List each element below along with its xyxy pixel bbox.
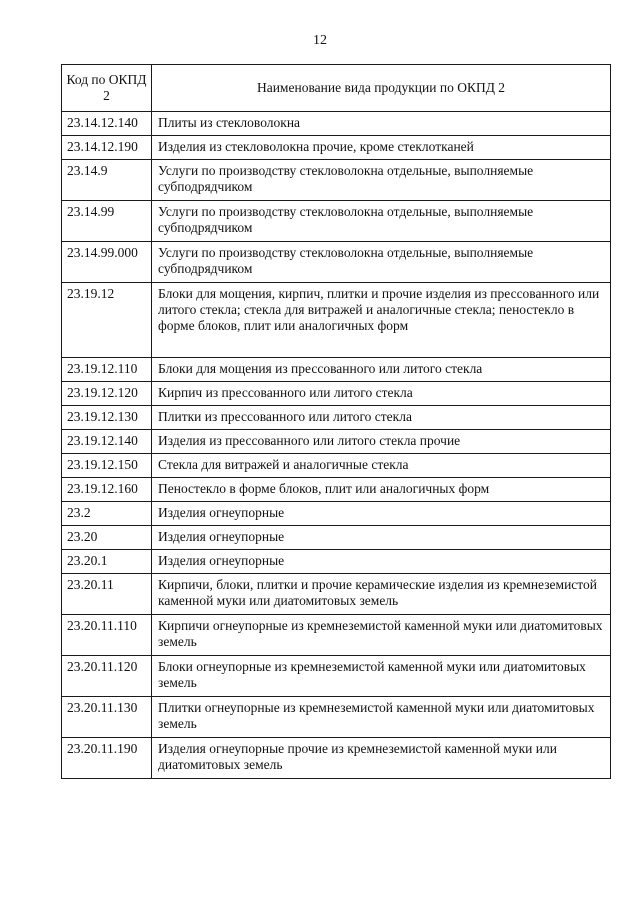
- table-row: [62, 502, 611, 526]
- row-name: Плиты из стекловолокна: [152, 112, 611, 136]
- row-name: Стекла для витражей и аналогичные стекла: [152, 454, 611, 478]
- table-row: [62, 358, 611, 382]
- row-code: 23.20.11.110: [62, 615, 152, 656]
- table-row: [62, 478, 611, 502]
- header-code: Код по ОКПД 2: [62, 65, 152, 112]
- row-code: 23.19.12.130: [62, 406, 152, 430]
- row-code: 23.14.12.140: [62, 112, 152, 136]
- table-row: [62, 112, 611, 136]
- row-code: 23.14.99: [62, 201, 152, 242]
- row-name: Блоки для мощения из прессованного или литого стекла: [152, 358, 611, 382]
- row-name: Изделия из стекловолокна прочие, кроме стеклотканей: [152, 136, 611, 160]
- row-code: 23.14.99.000: [62, 242, 152, 283]
- table-row: [62, 136, 611, 160]
- okpd-product-table: [61, 64, 611, 779]
- row-name: Изделия огнеупорные: [152, 526, 611, 550]
- table-row: [62, 430, 611, 454]
- row-code: 23.19.12.150: [62, 454, 152, 478]
- row-name: Кирпичи огнеупорные из кремнеземистой каменной муки или диатомитовых земель: [152, 615, 611, 656]
- row-code: 23.19.12.160: [62, 478, 152, 502]
- row-code: 23.20.11.120: [62, 656, 152, 697]
- header-name: Наименование вида продукции по ОКПД 2: [152, 65, 611, 112]
- row-code: 23.20.11: [62, 574, 152, 615]
- table-row: [62, 738, 611, 779]
- row-code: 23.19.12: [62, 283, 152, 358]
- row-code: 23.20.1: [62, 550, 152, 574]
- row-name: Изделия из прессованного или литого стекла прочие: [152, 430, 611, 454]
- table-row: [62, 656, 611, 697]
- table-row: [62, 574, 611, 615]
- row-name: Услуги по производству стекловолокна отдельные, выполняемые субподрядчиком: [152, 242, 611, 283]
- row-name: Кирпичи, блоки, плитки и прочие керамические изделия из кремнеземистой каменной муки или диатомитовых земель: [152, 574, 611, 615]
- row-code: 23.20: [62, 526, 152, 550]
- table-row: [62, 454, 611, 478]
- table-row: [62, 242, 611, 283]
- table-header-row: [62, 65, 611, 112]
- row-name: Кирпич из прессованного или литого стекла: [152, 382, 611, 406]
- row-name: Изделия огнеупорные: [152, 550, 611, 574]
- row-name: Плитки огнеупорные из кремнеземистой каменной муки или диатомитовых земель: [152, 697, 611, 738]
- row-code: 23.2: [62, 502, 152, 526]
- row-code: 23.19.12.140: [62, 430, 152, 454]
- table-row: [62, 526, 611, 550]
- page-number: 12: [313, 33, 327, 48]
- row-name: Изделия огнеупорные: [152, 502, 611, 526]
- row-name: Плитки из прессованного или литого стекла: [152, 406, 611, 430]
- row-name: Услуги по производству стекловолокна отдельные, выполняемые субподрядчиком: [152, 160, 611, 201]
- row-code: 23.20.11.130: [62, 697, 152, 738]
- table-row: [62, 160, 611, 201]
- table-row: [62, 283, 611, 358]
- table-row: [62, 615, 611, 656]
- row-code: 23.14.9: [62, 160, 152, 201]
- row-code: 23.14.12.190: [62, 136, 152, 160]
- table-row: [62, 550, 611, 574]
- row-name: Услуги по производству стекловолокна отдельные, выполняемые субподрядчиком: [152, 201, 611, 242]
- row-code: 23.19.12.110: [62, 358, 152, 382]
- row-name: Пеностекло в форме блоков, плит или аналогичных форм: [152, 478, 611, 502]
- row-name: Блоки для мощения, кирпич, плитки и прочие изделия из прессованного или литого стекла; стекла для витражей и аналогичные стекла; пеностекло в форме блоков, плит или аналогичных форм: [152, 283, 611, 358]
- table-row: [62, 201, 611, 242]
- row-name: Блоки огнеупорные из кремнеземистой каменной муки или диатомитовых земель: [152, 656, 611, 697]
- table-row: [62, 697, 611, 738]
- row-code: 23.20.11.190: [62, 738, 152, 779]
- table-row: [62, 406, 611, 430]
- table-row: [62, 382, 611, 406]
- row-name: Изделия огнеупорные прочие из кремнеземистой каменной муки или диатомитовых земель: [152, 738, 611, 779]
- row-code: 23.19.12.120: [62, 382, 152, 406]
